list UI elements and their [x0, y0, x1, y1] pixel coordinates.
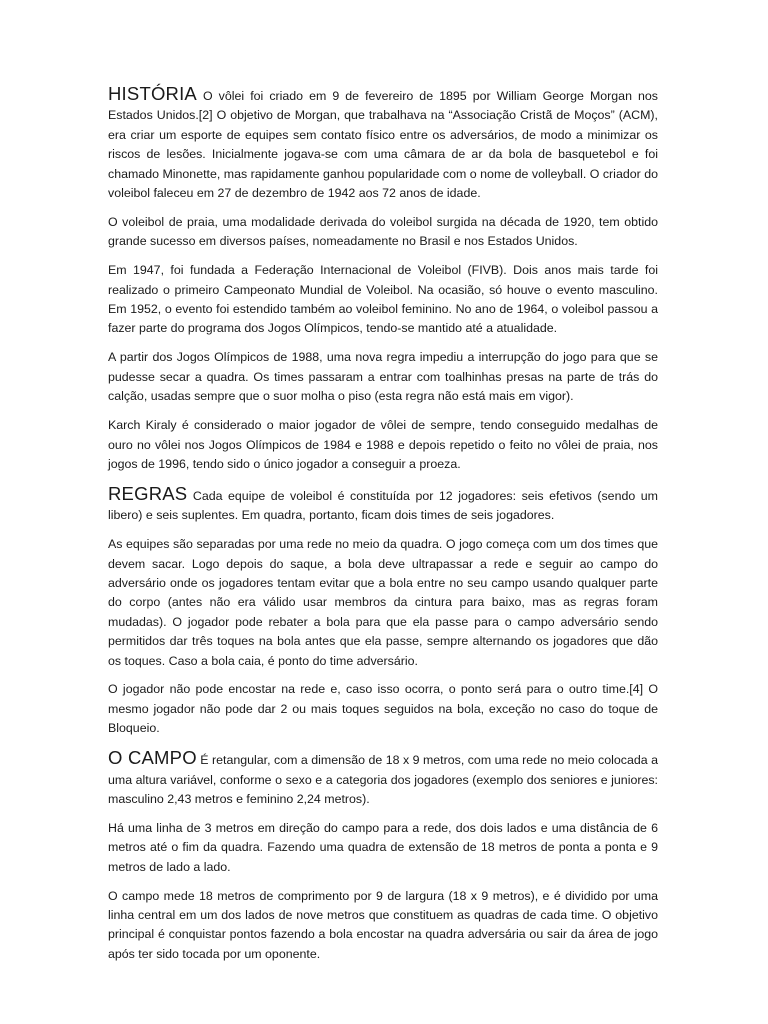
- paragraph: Em 1947, foi fundada a Federação Internacional de Voleibol (FIVB). Dois anos mais tarde foi realizado o primeiro Campeonato Mundial de Voleibol. Na ocasião, só houve o evento masculino. Em 1952, o evento foi estendido também ao voleibol feminino. No ano de 1964, o voleibol passou a fazer parte do programa dos Jogos Olímpicos, tendo-se mantido até a atualidade.: [108, 263, 658, 336]
- section-regras: [108, 484, 658, 739]
- paragraph-text: O vôlei foi criado em 9 de fevereiro de 1895 por William George Morgan nos Estados Unidos.[2] O objetivo de Morgan, que trabalhava na “Associação Cristã de Moços” (ACM), era criar um esporte de equipes sem contato físico entre os adversários, de modo a minimizar os riscos de lesões. Inicialmente jogava-se com uma câmara de ar da bola de basquetebol e foi chamado Minonette, mas rapidamente ganhou popularidade com o nome de volleyball. O criador do voleibol faleceu em 27 de dezembro de 1942 aos 72 anos de idade.: [108, 89, 658, 201]
- paragraph: O campo mede 18 metros de comprimento por 9 de largura (18 x 9 metros), e é dividido por uma linha central em um dos lados de nove metros que constituem as quadras de cada time. O objetivo principal é conquistar pontos fazendo a bola encostar na quadra adversária ou sair da área de jogo após ter sido tocada por um oponente.: [108, 888, 658, 961]
- paragraph: [108, 484, 658, 526]
- paragraph: A partir dos Jogos Olímpicos de 1988, uma nova regra impediu a interrupção do jogo para que se pudesse secar a quadra. Os times passaram a entrar com toalhinhas presas na parte de trás do calção, usadas sempre que o suor molha o piso (esta regra não está mais em vigor).: [108, 350, 658, 404]
- paragraph: [108, 84, 658, 203]
- paragraph: Karch Kiraly é considerado o maior jogador de vôlei de sempre, tendo conseguido medalhas de ouro no vôlei nos Jogos Olímpicos de 1984 e 1988 e depois repetido o feito no vôlei de praia, nos jogos de 1996, tendo sido o único jogador a conseguir a proeza.: [108, 418, 658, 471]
- paragraph: As equipes são separadas por uma rede no meio da quadra. O jogo começa com um dos times que devem sacar. Logo depois do saque, a bola deve ultrapassar a rede e seguir ao campo do adversário onde os jogadores tentam evitar que a bola entre no seu campo usando qualquer parte do corpo (antes não era válido usar membros da cintura para baixo, mas as regras foram mudadas). O jogador pode rebater a bola para que ela passe para o campo adversário sendo permitidos dar três toques na bola antes que ela passe, sempre alternando os jogadores que dão os toques. Caso a bola caia, é ponto do time adversário.: [108, 537, 658, 668]
- paragraph: O voleibol de praia, uma modalidade derivada do voleibol surgida na década de 1920, tem obtido grande sucesso em diversos países, nomeadamente no Brasil e nos Estados Unidos.: [108, 214, 658, 249]
- document-page: [108, 84, 658, 974]
- section-heading: HISTÓRIA: [108, 83, 197, 104]
- paragraph: [108, 748, 658, 809]
- paragraph-text: É retangular, com a dimensão de 18 x 9 metros, com uma rede no meio colocada a uma altura variável, conforme o sexo e a categoria dos jogadores (exemplo dos seniores e juniores: masculino 2,43 metros e feminino 2,24 metros).: [108, 753, 658, 806]
- paragraph: O jogador não pode encostar na rede e, caso isso ocorra, o ponto será para o outro time.[4] O mesmo jogador não pode dar 2 ou mais toques seguidos na bola, exceção no caso do toque de Bloqueio.: [108, 682, 658, 736]
- section-heading: REGRAS: [108, 482, 188, 504]
- section-heading: O CAMPO: [108, 747, 197, 769]
- section-o-campo: [108, 748, 658, 964]
- paragraph-text: Cada equipe de voleibol é constituída por 12 jogadores: seis efetivos (sendo um libero) e seis suplentes. Em quadra, portanto, ficam dois times de seis jogadores.: [108, 488, 658, 523]
- paragraph: Há uma linha de 3 metros em direção do campo para a rede, dos dois lados e uma distância de 6 metros até o fim da quadra. Fazendo uma quadra de extensão de 18 metros de ponta a ponta e 9 metros de lado a lado.: [108, 820, 658, 874]
- section-historia: [108, 84, 658, 474]
